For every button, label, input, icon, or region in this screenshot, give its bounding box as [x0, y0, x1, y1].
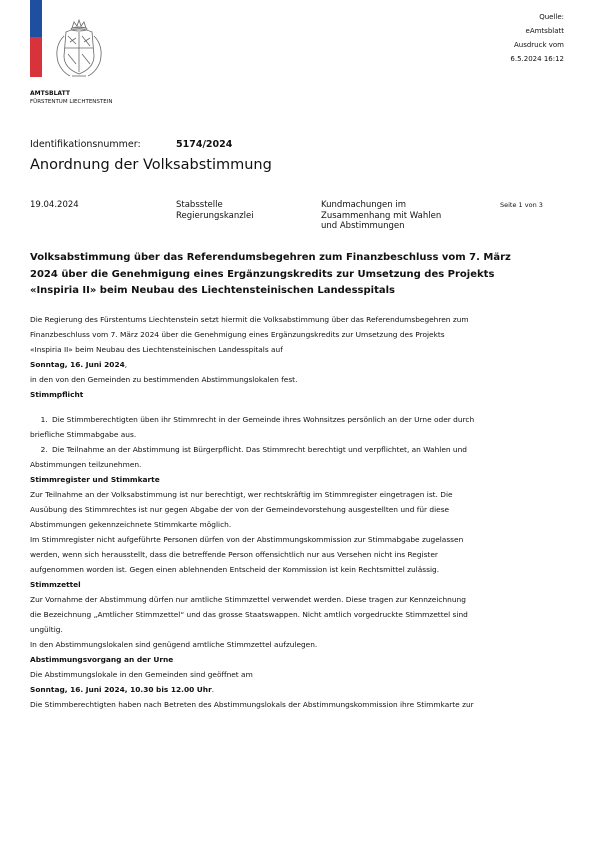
intro-line: Finanzbeschluss vom 7. März 2024 über die Genehmigung eines Ergänzungskredits zur Umsetzung des Projekts	[30, 330, 445, 339]
polling-time: Sonntag, 16. Juni 2024, 10.30 bis 12.00 Uhr.	[30, 685, 215, 694]
list-continuation: briefliche Stimmabgabe aus.	[30, 430, 137, 439]
coat-of-arms-icon	[50, 16, 108, 82]
paragraph-line: aufgenommen worden ist. Gegen einen ablehnenden Entscheid der Kommission ist kein Rechtsmittel zulässig.	[30, 565, 440, 574]
duty-list	[30, 412, 570, 427]
paragraph-line: die Bezeichnung „Amtlicher Stimmzettel“ und das grosse Staatswappen. Nicht amtlich vorgedruckte Stimmzettel sind	[30, 610, 468, 619]
gazette-country: FÜRSTENTUM LIECHTENSTEIN	[30, 99, 113, 105]
paragraph-line: Ausübung des Stimmrechtes ist nur gegen Abgabe der von der Gemeindevorstehung ausgestellten und für diese	[30, 505, 450, 514]
paragraph-line: Die Stimmberechtigten haben nach Betreten des Abstimmungslokals der Abstimmungskommission ihre Stimmkarte zur	[30, 700, 474, 709]
intro-line: «Inspiria II» beim Neubau des Liechtensteinischen Landesspitals auf	[30, 345, 283, 354]
headline: Volksabstimmung über das Referendumsbegehren zum Finanzbeschluss vom 7. März 2024 über die Genehmigung eines Ergänzungskredits zur Umsetzung des Projekts «Inspiria II» beim Neubau des Liechtensteinischen Landesspitals	[30, 252, 511, 296]
publication-date: 19.04.2024	[30, 200, 79, 210]
document-body	[30, 312, 570, 712]
gazette-name: AMTSBLATT	[30, 90, 70, 97]
id-label: Identifikationsnummer:	[30, 139, 141, 150]
source-label: Quelle:	[539, 13, 564, 21]
list-item: 2. Die Teilnahme an der Abstimmung ist Bürgerpflicht. Das Stimmrecht berechtigt und verpflichtet, an Wahlen und	[50, 442, 570, 457]
print-label: Ausdruck vom	[513, 41, 564, 49]
flag-stripe	[30, 0, 42, 77]
category: Kundmachungen im Zusammenhang mit Wahlen und Abstimmungen	[321, 200, 442, 231]
intro-end: in den von den Gemeinden zu bestimmenden Abstimmungslokalen fest.	[30, 375, 298, 384]
vote-date: Sonntag, 16. Juni 2024,	[30, 360, 128, 369]
source-name: eAmtsblatt	[525, 27, 564, 35]
print-timestamp: 6.5.2024 16:12	[510, 55, 564, 63]
identification-line	[30, 139, 233, 150]
duty-list	[30, 442, 570, 457]
document-title: Anordnung der Volksabstimmung	[30, 157, 272, 173]
flag-red	[30, 37, 42, 77]
paragraph-line: Im Stimmregister nicht aufgeführte Personen dürfen von der Abstimmungskommission zur Stimmabgabe zugelassen	[30, 535, 464, 544]
issuer: Stabsstelle Regierungskanzlei	[176, 200, 254, 221]
paragraph-line: Zur Vornahme der Abstimmung dürfen nur amtliche Stimmzettel verwendet werden. Diese tragen zur Kennzeichnung	[30, 595, 466, 604]
section-heading-stimmpflicht: Stimmpflicht	[30, 390, 84, 399]
flag-blue	[30, 0, 42, 37]
section-heading-register: Stimmregister und Stimmkarte	[30, 475, 160, 484]
id-value: 5174/2024	[176, 139, 233, 150]
intro-line: Die Regierung des Fürstentums Liechtenstein setzt hiermit die Volksabstimmung über das Referendumsbegehren zum	[30, 315, 469, 324]
list-item: 1. Die Stimmberechtigten üben ihr Stimmrecht in der Gemeinde ihres Wohnsitzes persönlich an der Urne oder durch	[50, 412, 570, 427]
paragraph-line: werden, wenn sich herausstellt, dass die betreffende Person offensichtlich nur aus Versehen nicht ins Register	[30, 550, 438, 559]
list-continuation: Abstimmungen teilzunehmen.	[30, 460, 142, 469]
section-heading-urne: Abstimmungsvorgang an der Urne	[30, 655, 174, 664]
paragraph-line: Zur Teilnahme an der Volksabstimmung ist nur berechtigt, wer rechtskräftig im Stimmregister eingetragen ist. Die	[30, 490, 453, 499]
paragraph-line: ungültig.	[30, 625, 63, 634]
page-indicator: Seite 1 von 3	[500, 201, 543, 209]
paragraph-line: In den Abstimmungslokalen sind genügend amtliche Stimmzettel aufzulegen.	[30, 640, 318, 649]
paragraph-line: Abstimmungen gekennzeichnete Stimmkarte möglich.	[30, 520, 232, 529]
source-info	[510, 10, 564, 66]
gazette-brand	[30, 90, 112, 106]
paragraph-line: Die Abstimmungslokale in den Gemeinden sind geöffnet am	[30, 670, 253, 679]
section-heading-stimmzettel: Stimmzettel	[30, 580, 81, 589]
